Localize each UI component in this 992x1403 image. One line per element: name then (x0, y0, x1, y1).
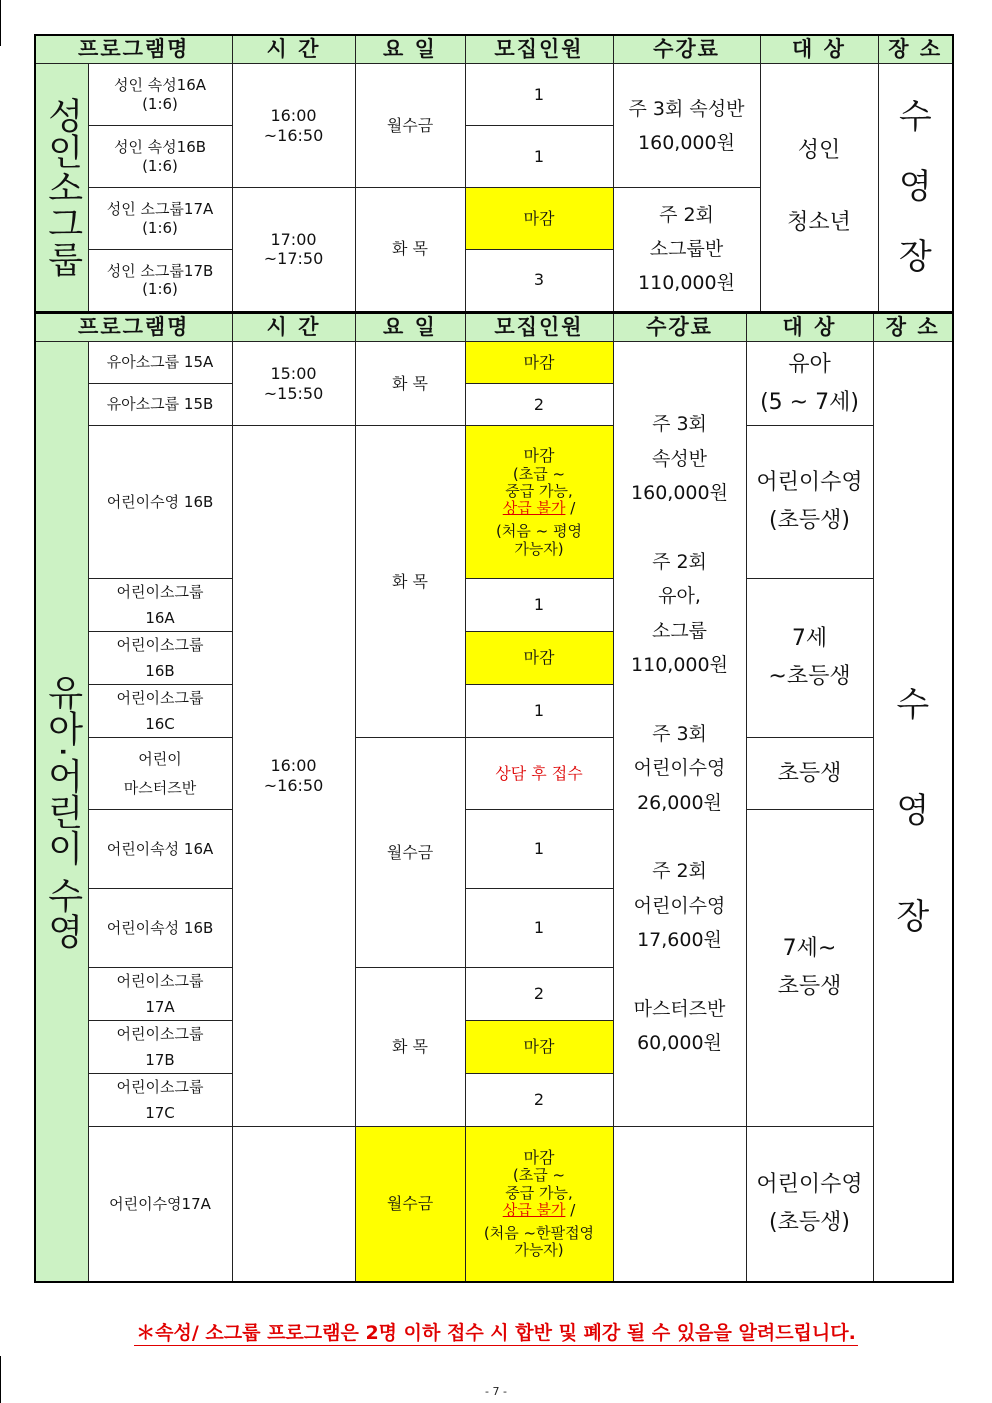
capacity-cell-closed: 마감 (초급 ~ 중급 가능, 상급 불가 / (처음 ~ 평영 가능자) (465, 426, 613, 579)
program-name: 어린이수영 16B (88, 426, 232, 579)
place-cell: 수 영 장 (873, 342, 953, 1282)
capacity-cell: 1 (465, 889, 613, 968)
header-capacity: 모집인원 (465, 313, 613, 342)
table-row (35, 1127, 953, 1282)
header-time: 시 간 (232, 313, 355, 342)
capacity-cell-closed: 마감 (465, 632, 613, 685)
header-program: 프로그램명 (35, 35, 232, 64)
days-cell: 월수금 (355, 1127, 465, 1282)
target-cell: 유아 (5 ~ 7세) (746, 342, 873, 426)
fee-cell: 주 3회 속성반 160,000원 주 2회 유아, 소그룹 110,000원 주 3회 어린이수영 26,000원 주 2회 어린이수영 17,600원 마스터즈반 60,000원 (613, 342, 746, 1127)
header-days: 요 일 (355, 35, 465, 64)
adult-category-label (35, 64, 88, 312)
header-place: 장 소 (878, 35, 953, 64)
program-name: 유아소그룹 15B (88, 384, 232, 426)
time-cell: 16:00 ~16:50 (232, 426, 355, 1127)
time-cell: 15:00 ~15:50 (232, 342, 355, 426)
days-cell: 화 목 (355, 426, 465, 738)
program-name: 유아소그룹 15A (88, 342, 232, 384)
capacity-cell: 1 (465, 579, 613, 632)
adult-header-row (35, 35, 953, 64)
capacity-cell-closed: 마감 (465, 342, 613, 384)
table-row (35, 738, 953, 810)
header-target: 대 상 (746, 313, 873, 342)
days-cell: 월수금 (355, 64, 465, 188)
header-days: 요 일 (355, 313, 465, 342)
program-name: 어린이 마스터즈반 (88, 738, 232, 810)
category-text: 성인소그룹 (42, 97, 84, 278)
program-name: 어린이소그룹 17A (88, 968, 232, 1021)
time-cell-empty (232, 1127, 355, 1282)
child-category-label (35, 342, 88, 1282)
capacity-cell-closed: 마감 (초급 ~ 중급 가능, 상급 불가 / (처음 ~한팔접영 가능자) (465, 1127, 613, 1282)
program-name: 어린이소그룹 17B (88, 1021, 232, 1074)
category-text: 유아·어린이 수영 (42, 673, 84, 949)
place-cell: 수 영 장 (878, 64, 953, 312)
target-cell: 초등생 (746, 738, 873, 810)
time-cell: 17:00 ~17:50 (232, 188, 355, 312)
header-program: 프로그램명 (35, 313, 232, 342)
capacity-cell-consult: 상담 후 접수 (465, 738, 613, 810)
child-schedule-table (34, 312, 954, 1283)
table-row (35, 426, 953, 579)
capacity-cell: 1 (465, 810, 613, 889)
footnote: ＊속성/ 소그룹 프로그램은 2명 이하 접수 시 합반 및 폐강 될 수 있음을 알려드립니다. (136, 1322, 856, 1344)
fee-cell: 주 3회 속성반 160,000원 (613, 64, 760, 188)
child-header-row (35, 313, 953, 342)
capacity-cell: 3 (465, 250, 613, 312)
program-name: 어린이속성 16B (88, 889, 232, 968)
header-place: 장 소 (873, 313, 953, 342)
capacity-cell: 1 (465, 64, 613, 126)
adult-schedule-table (34, 34, 954, 313)
program-name: 성인 속성16A (1:6) (88, 64, 232, 126)
bottom-rule (34, 1282, 952, 1283)
header-target: 대 상 (760, 35, 878, 64)
table-row (35, 810, 953, 889)
capacity-cell: 2 (465, 1074, 613, 1127)
fee-cell-empty (613, 1127, 746, 1282)
capacity-cell: 1 (465, 685, 613, 738)
time-cell: 16:00 ~16:50 (232, 64, 355, 188)
target-cell: 7세~ 초등생 (746, 810, 873, 1127)
crop-mark-top-left (0, 0, 1, 46)
header-capacity: 모집인원 (465, 35, 613, 64)
fee-cell: 주 2회 소그룹반 110,000원 (613, 188, 760, 312)
program-name: 성인 소그룹17A (1:6) (88, 188, 232, 250)
days-cell: 화 목 (355, 188, 465, 312)
capacity-cell: 2 (465, 384, 613, 426)
closed-note: (초급 ~ 중급 가능, 상급 불가 / (502, 1166, 576, 1219)
program-name: 성인 속성16B (1:6) (88, 126, 232, 188)
target-cell: 어린이수영 (초등생) (746, 1127, 873, 1282)
header-time: 시 간 (232, 35, 355, 64)
table-row (35, 64, 953, 126)
days-cell: 화 목 (355, 968, 465, 1127)
program-name: 어린이소그룹 16B (88, 632, 232, 685)
days-cell: 월수금 (355, 738, 465, 968)
program-name: 어린이수영17A (88, 1127, 232, 1282)
target-cell: 7세 ~초등생 (746, 579, 873, 738)
closed-note: (초급 ~ 중급 가능, 상급 불가 / (502, 464, 576, 518)
capacity-cell: 1 (465, 126, 613, 188)
capacity-cell-closed: 마감 (465, 1021, 613, 1074)
capacity-cell: 2 (465, 968, 613, 1021)
target-cell: 어린이수영 (초등생) (746, 426, 873, 579)
program-name: 성인 소그룹17B (1:6) (88, 250, 232, 312)
target-cell: 성인 청소년 (760, 64, 878, 312)
header-fee: 수강료 (613, 313, 746, 342)
page-number: - 7 - (485, 1385, 507, 1398)
program-name: 어린이소그룹 17C (88, 1074, 232, 1127)
table-row (35, 579, 953, 632)
table-row (35, 342, 953, 384)
program-name: 어린이속성 16A (88, 810, 232, 889)
capacity-cell-closed: 마감 (465, 188, 613, 250)
header-fee: 수강료 (613, 35, 760, 64)
program-name: 어린이소그룹 16A (88, 579, 232, 632)
program-name: 어린이소그룹 16C (88, 685, 232, 738)
days-cell: 화 목 (355, 342, 465, 426)
